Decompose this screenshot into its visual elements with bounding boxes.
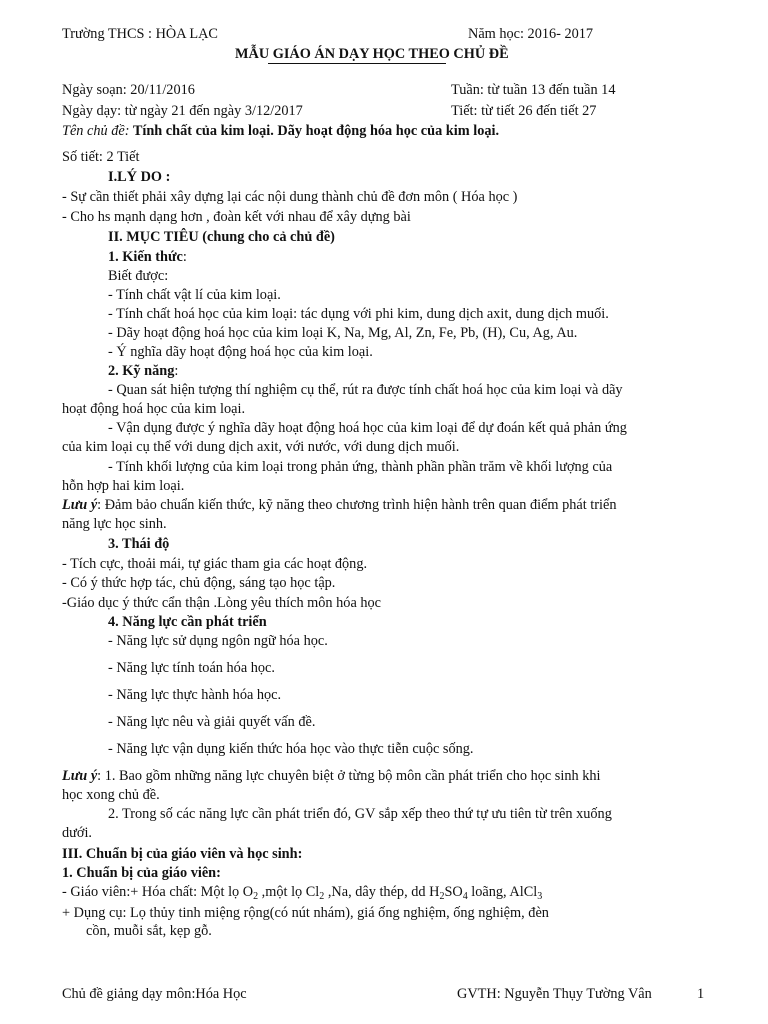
section-1-heading: I.LÝ DO :	[108, 169, 171, 185]
page-title: MẪU GIÁO ÁN DẠY HỌC THEO CHỦ ĐỀ	[235, 46, 509, 62]
attitude-heading: 3. Thái độ	[108, 536, 170, 552]
attitude-line: -Giáo dục ý thức cẩn thận .Lòng yêu thích môn hóa học	[62, 595, 382, 611]
tools-line-2: cồn, muỗi sắt, kẹp gỗ.	[86, 923, 212, 939]
skills-line: của kim loại cụ thể với dung dịch axit, với nước, với dung dịch muối.	[62, 439, 460, 455]
knowledge-item: - Dãy hoạt động hoá học của kim loại K, Na, Mg, Al, Zn, Fe, Pb, (H), Cu, Ag, Au.	[108, 325, 578, 341]
note-2-label: Lưu ý	[62, 768, 98, 784]
chem-text: - Giáo viên:+ Hóa chất: Một lọ O	[62, 884, 254, 900]
competence-item: - Năng lực thực hành hóa học.	[108, 687, 282, 703]
attitude-line: - Có ý thức hợp tác, chủ động, sáng tạo học tập.	[62, 575, 336, 591]
skills-line: - Vận dụng được ý nghĩa dãy hoạt động hoá học của kim loại để dự đoán kết quả phản ứng	[108, 420, 627, 436]
skills-line: - Tính khối lượng của kim loại trong phản ứng, thành phần phần trăm về khối lượng của	[108, 459, 613, 475]
page-number: 1	[697, 986, 705, 1002]
skills-colon: :	[174, 363, 179, 379]
knowledge-colon: :	[182, 249, 187, 265]
knowledge-intro: Biết được:	[108, 268, 169, 284]
competence-heading: 4. Năng lực cần phát triển	[108, 614, 267, 630]
prep-date: Ngày soạn: 20/11/2016	[62, 82, 195, 98]
chem-subscript: 2	[319, 891, 325, 902]
skills-heading	[108, 363, 178, 380]
topic-label: Tên chủ đề:	[62, 123, 130, 139]
reason-line-2: - Cho hs mạnh dạng hơn , đoàn kết với nhau để xây dựng bài	[62, 209, 411, 225]
note-1-label: Lưu ý	[62, 497, 98, 513]
skills-title: 2. Kỹ năng	[108, 363, 175, 379]
title-underline	[268, 63, 446, 64]
note-1-text: : Đảm bảo chuẩn kiến thức, kỹ năng theo chương trình hiện hành trên quan điểm phát triển	[97, 497, 617, 513]
knowledge-item: - Tính chất vật lí của kim loại.	[108, 287, 281, 303]
chem-subscript: 2	[253, 891, 259, 902]
note-1-cont: năng lực học sinh.	[62, 516, 167, 532]
note-2-text: : 1. Bao gồm những năng lực chuyên biệt ở từng bộ môn cần phát triển cho học sinh khi	[97, 768, 601, 784]
section-2-heading: II. MỤC TIÊU (chung cho cả chủ đề)	[108, 229, 335, 245]
note-2	[62, 768, 600, 785]
chem-text: ,Na, dây thép, dd H	[324, 884, 440, 900]
skills-line: hoạt động hoá học của kim loại.	[62, 401, 246, 417]
chem-text: loãng, AlCl	[467, 884, 538, 900]
school-name: Trường THCS : HÒA LẠC	[62, 26, 218, 42]
note-2-cont-2: dưới.	[62, 825, 93, 841]
reason-line-1: - Sự cần thiết phải xây dựng lại các nội dung thành chủ đề đơn môn ( Hóa học )	[62, 189, 518, 205]
competence-item: - Năng lực nêu và giải quyết vấn đề.	[108, 714, 316, 730]
note-1	[62, 497, 617, 514]
note-2-line-2: 2. Trong số các năng lực cần phát triển đó, GV sắp xếp theo thứ tự ưu tiên từ trên xuống	[108, 806, 612, 822]
tools-line-1: + Dụng cụ: Lọ thủy tinh miệng rộng(có nút nhám), giá ống nghiệm, ống nghiệm, đèn	[62, 905, 549, 921]
week-range: Tuần: từ tuần 13 đến tuần 14	[451, 82, 616, 98]
chem-subscript: 2	[439, 891, 445, 902]
topic-line	[62, 123, 499, 140]
attitude-line: - Tích cực, thoải mái, tự giác tham gia các hoạt động.	[62, 556, 368, 572]
footer-subject: Chủ đề giảng dạy môn:Hóa Học	[62, 986, 247, 1002]
teacher-prep-heading: 1. Chuẩn bị của giáo viên:	[62, 865, 221, 881]
period-range: Tiết: từ tiết 26 đến tiết 27	[451, 103, 597, 119]
chem-text: ,một lọ Cl	[258, 884, 320, 900]
knowledge-title: 1. Kiến thức	[108, 249, 183, 265]
note-2-cont-1: học xong chủ đề.	[62, 787, 160, 803]
footer-teacher: GVTH: Nguyễn Thụy Tường Vân	[457, 986, 652, 1002]
knowledge-item: - Ý nghĩa dãy hoạt động hoá học của kim loại.	[108, 344, 373, 360]
competence-item: - Năng lực tính toán hóa học.	[108, 660, 275, 676]
section-3-heading: III. Chuẩn bị của giáo viên và học sinh:	[62, 846, 303, 862]
knowledge-item: - Tính chất hoá học của kim loại: tác dụng với phi kim, dung dịch axit, dung dịch muối.	[108, 306, 609, 322]
skills-line: hỗn hợp hai kim loại.	[62, 478, 185, 494]
knowledge-heading	[108, 249, 187, 266]
skills-line: - Quan sát hiện tượng thí nghiệm cụ thể, rút ra được tính chất hoá học của kim loại và dãy	[108, 382, 623, 398]
school-year: Năm học: 2016- 2017	[468, 26, 594, 42]
competence-item: - Năng lực vận dụng kiến thức hóa học vào thực tiễn cuộc sống.	[108, 741, 474, 757]
chemicals-line	[62, 884, 542, 901]
chem-subscript: 3	[537, 891, 543, 902]
chem-text: SO	[444, 884, 463, 900]
competence-item: - Năng lực sử dụng ngôn ngữ hóa học.	[108, 633, 328, 649]
topic-value: Tính chất của kim loại. Dãy hoạt động hóa học của kim loại.	[129, 123, 500, 139]
periods-count: Số tiết: 2 Tiết	[62, 149, 140, 165]
teach-date: Ngày dạy: từ ngày 21 đến ngày 3/12/2017	[62, 103, 303, 119]
chem-subscript: 4	[462, 891, 468, 902]
